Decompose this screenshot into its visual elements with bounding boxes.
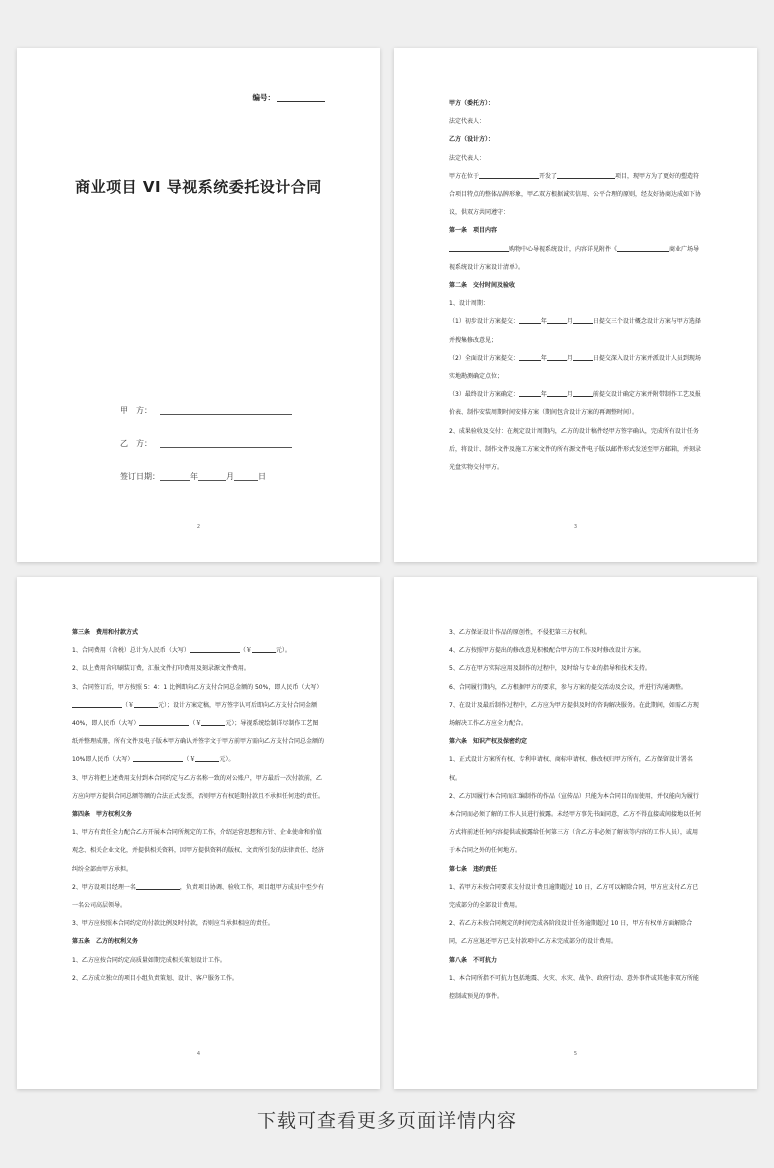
- final-design-item: [449, 386, 701, 422]
- blank: [573, 360, 593, 361]
- party-b-duty-4: 4、乙方按照甲方提出的修改意见积极配合甲方的工作及时修改设计方案。: [449, 647, 645, 655]
- article-6-title: 第六条 知识产权及保密约定: [449, 738, 528, 746]
- page-number: 2: [196, 524, 201, 530]
- fee-inclusions: 2、以上费用含印刷装订费，汇报文件打印费用及刻录源文件费用。: [72, 665, 250, 673]
- blank: [617, 251, 669, 252]
- duty-text: 2、甲方设项目经理一名: [72, 883, 136, 891]
- blank: [133, 761, 183, 762]
- blank: [134, 707, 158, 708]
- party-b-duty-3: 3、乙方保证设计作品的原创性，不侵犯第三方权利。: [449, 629, 591, 636]
- year-label: 年: [540, 354, 547, 362]
- day-label: 日: [258, 472, 266, 481]
- blank: [449, 251, 509, 252]
- month-label: 月: [566, 318, 573, 326]
- party-b-duty-1: 1、乙方应按合同约定高质量如期完成相关策划设计工作。: [72, 956, 226, 964]
- page-number: 4: [196, 1051, 201, 1057]
- legal-rep-a: 法定代表人：: [449, 118, 486, 126]
- page-5: [394, 577, 757, 1089]
- blank: [479, 178, 539, 179]
- ip-clause-1: 1、正式设计方案所有权、专利申请权、商标申请权、修改权归甲方所有，乙方保留设计署名权。: [449, 756, 693, 782]
- blank: [252, 652, 276, 653]
- party-b-duty-5: 5、乙方在甲方实际应用及制作的过程中，及时给与专业的指导和技术支持。: [449, 665, 651, 673]
- ip-clause-2: 2、乙方因履行本合同而汇编制作的作品（宣传品）只能为本合同目的而使用，并仅能向为履行本合同而必须了解的工作人员进行披露。未经甲方事先书面同意，乙方不得直接或间接地以任何方式将前述任何内容提供或披露给任何第三方（含乙方非必须了解该等内容的工作人员），或用于本合同之外的任何地方。: [449, 792, 702, 855]
- number-blank: [277, 101, 325, 102]
- payment-schedule: [72, 679, 324, 770]
- article-7-title: 第七条 违约责任: [449, 865, 498, 873]
- article-5-title: 第五条 乙方的权利义务: [72, 938, 139, 946]
- blank: [139, 725, 189, 726]
- page-3-content: [449, 95, 701, 477]
- month-blank: [198, 480, 226, 481]
- year-blank: [160, 480, 190, 481]
- item-text: （2）全面设计方案提交：: [449, 354, 519, 362]
- party-a-heading: 甲方（委托方）：: [449, 100, 495, 107]
- payment-text: （￥: [183, 756, 196, 764]
- art1-text-1: 购物中心导视系统设计，内容详见附件《: [509, 245, 618, 253]
- blank: [547, 360, 567, 361]
- blank: [547, 396, 567, 397]
- payment-text: （￥: [189, 720, 202, 728]
- payment-text: 元）；设计方案定稿，甲方签字认可后即向乙方支付合同金额 40%，即人民币（大写）: [72, 701, 318, 728]
- article-3-title: 第三条 费用和付款方式: [72, 629, 139, 636]
- blank: [573, 323, 593, 324]
- breach-clause-1: 1、若甲方未按合同要求支付设计费且逾期超过 10 日，乙方可以解除合同，甲方应支付乙方已完成部分的全部设计费用。: [449, 883, 699, 910]
- article-8-title: 第八条 不可抗力: [449, 956, 498, 964]
- page-4-content: [72, 624, 324, 988]
- blank: [201, 725, 225, 726]
- blank: [519, 323, 541, 324]
- month-label: 月: [566, 354, 573, 362]
- page-number: 3: [573, 524, 578, 530]
- initial-design-item: [449, 313, 701, 349]
- blank: [573, 396, 593, 397]
- party-b-duty-7: 7、在设计及最后制作过程中，乙方应为甲方提供及时的咨询解决服务。在此期间，如需乙方现场解决工作乙方应全力配合。: [449, 701, 699, 728]
- force-majeure-clause-1: 1、本合同所指不可抗力包括地震、火灾、水灾、战争、政府行动、意外事件或其他非双方所能控制或预见的事件。: [449, 974, 699, 1001]
- party-a-signature: [120, 405, 292, 416]
- payment-text: 元）。: [219, 756, 235, 764]
- contract-title: 商业项目 VI 导视系统委托设计合同: [75, 178, 322, 196]
- legal-rep-b: 法定代表人：: [449, 154, 486, 162]
- art1-text-2: 商业广场导视系统设计方案设计清单》。: [449, 245, 700, 271]
- month-label: 月: [566, 391, 573, 399]
- year-label: 年: [540, 391, 547, 399]
- item-text: 日提交三个设计概念设计方案与甲方选择并搜集修改意见；: [449, 318, 701, 344]
- acceptance-delivery: 2、成果验收及交付：在规定设计周期内，乙方的设计稿件经甲方签字确认，完成所有设计任务后，将设计、制作文件及施工方案文件的所有源文件电子版以邮件形式发送至甲方邮箱，并刻录光盘实物交付甲方。: [449, 427, 702, 472]
- page-5-content: [449, 624, 701, 1006]
- day-blank: [234, 480, 258, 481]
- item-text: 前提交设计确定方案并附带制作工艺及报价表、制作安装周期时间安排方案（期间包含设计方案的再调整时间）。: [449, 391, 701, 417]
- blank: [519, 360, 541, 361]
- party-b-heading: 乙方（设计方）：: [449, 136, 495, 144]
- item-text: （1）初步设计方案提交：: [449, 318, 519, 326]
- intro-text-1: 甲方在位于: [449, 172, 480, 180]
- party-a-duty-1: 1、甲方有责任全力配合乙方开展本合同所规定的工作，介绍运营思想和方针、企业使命和价值观念、相关企业文化，并提供相关资料，因甲方提供资料的版权、文责所引发的法律责任、经济纠纷全部由甲方承担。: [72, 829, 325, 873]
- blank: [136, 889, 180, 890]
- party-b-blank: [160, 447, 292, 448]
- blank: [519, 396, 541, 397]
- blank: [547, 323, 567, 324]
- number-label: 编号：: [252, 93, 275, 102]
- full-design-item: [449, 350, 701, 386]
- fee-text: （￥: [239, 647, 252, 655]
- party-b-duty-2: 2、乙方成立独立的项目小组负责策划、设计、客户服务工作。: [72, 974, 238, 982]
- blank: [195, 761, 219, 762]
- article-1-title: 第一条 项目内容: [449, 227, 498, 235]
- contract-fee: [72, 642, 324, 660]
- page-3: [394, 48, 757, 562]
- party-a-label: 甲 方：: [120, 406, 152, 415]
- fee-text: 1、合同费用（含税）总计为人民币（大写）: [72, 647, 190, 655]
- download-more-link[interactable]: 下载可查看更多页面详情内容: [256, 1110, 517, 1132]
- page-4: [17, 577, 380, 1089]
- intro-text-3: 项目，现甲方为了更好的塑造符合项目特点的整体品牌形象，甲乙双方根据诚实信用、公平合理的原则，经友好协商达成如下协议，供双方共同遵守：: [449, 172, 702, 217]
- blank: [72, 707, 122, 708]
- blank: [190, 652, 240, 653]
- year-label: 年: [540, 318, 547, 326]
- payment-text: （￥: [122, 701, 135, 709]
- page-number: 5: [573, 1051, 578, 1057]
- article-4-title: 第四条 甲方权利义务: [72, 811, 133, 819]
- payment-account: 3、甲方将把上述费用支付到本合同约定与乙方名称一致的对公账户，甲方最后一次付款前，乙方应向甲方提供合同总额等额的合法正式发票，否则甲方有权延期付款且不承担任何违约责任。: [72, 774, 325, 800]
- date-label: 签订日期：: [120, 472, 160, 481]
- duty-text: ，负责项目协调、验收工作，项目组甲方成员中至少有一名公司高层领导。: [72, 883, 324, 910]
- payment-text: 3、合同签订后，甲方按照 5：4：1 比例即向乙方支付合同总金额的 50%，即人民币（大写）: [72, 683, 323, 691]
- signing-date: [120, 471, 266, 482]
- design-period: 1、设计周期：: [449, 300, 489, 308]
- blank: [557, 178, 615, 179]
- party-a-duty-3: 3、甲方应按照本合同约定的付款比例及时付款，否则应当承担相应的责任。: [72, 920, 274, 928]
- party-b-duty-6: 6、合同履行期内，乙方根据甲方的要求，参与方案的提交活动及会议，并进行沟通调整。: [449, 683, 687, 691]
- article-2-title: 第二条 交付时间及验收: [449, 282, 516, 290]
- fee-text: 元）。: [275, 647, 291, 655]
- party-a-duty-2: [72, 879, 324, 915]
- intro-paragraph: [449, 168, 701, 223]
- page-cover: [17, 48, 380, 562]
- intro-text-2: 开发了: [539, 172, 558, 180]
- year-label: 年: [190, 472, 198, 481]
- item-text: 日提交深入设计方案并派设计人员到现场实地勘测确定点位；: [449, 354, 701, 381]
- party-a-blank: [160, 414, 292, 415]
- party-b-signature: [120, 438, 292, 449]
- payment-text: 元）；导视系统绘制详尽制作工艺图纸并整理成册，所有文件及电子版本甲方确认并签字文于甲方前甲方需向乙方支付合同总金额的 10%即人民币（大写）: [72, 720, 325, 764]
- breach-clause-2: 2、若乙方未按合同规定的时间完成各阶段设计任务逾期超过 10 日，甲方有权单方面解除合同，乙方应退还甲方已支付款项中乙方未完成部分的设计费用。: [449, 920, 693, 946]
- party-b-label: 乙 方：: [120, 439, 152, 448]
- item-text: （3）最终设计方案确定：: [449, 391, 519, 399]
- contract-number: [253, 92, 326, 103]
- month-label: 月: [226, 472, 234, 481]
- article-1-text: [449, 241, 701, 277]
